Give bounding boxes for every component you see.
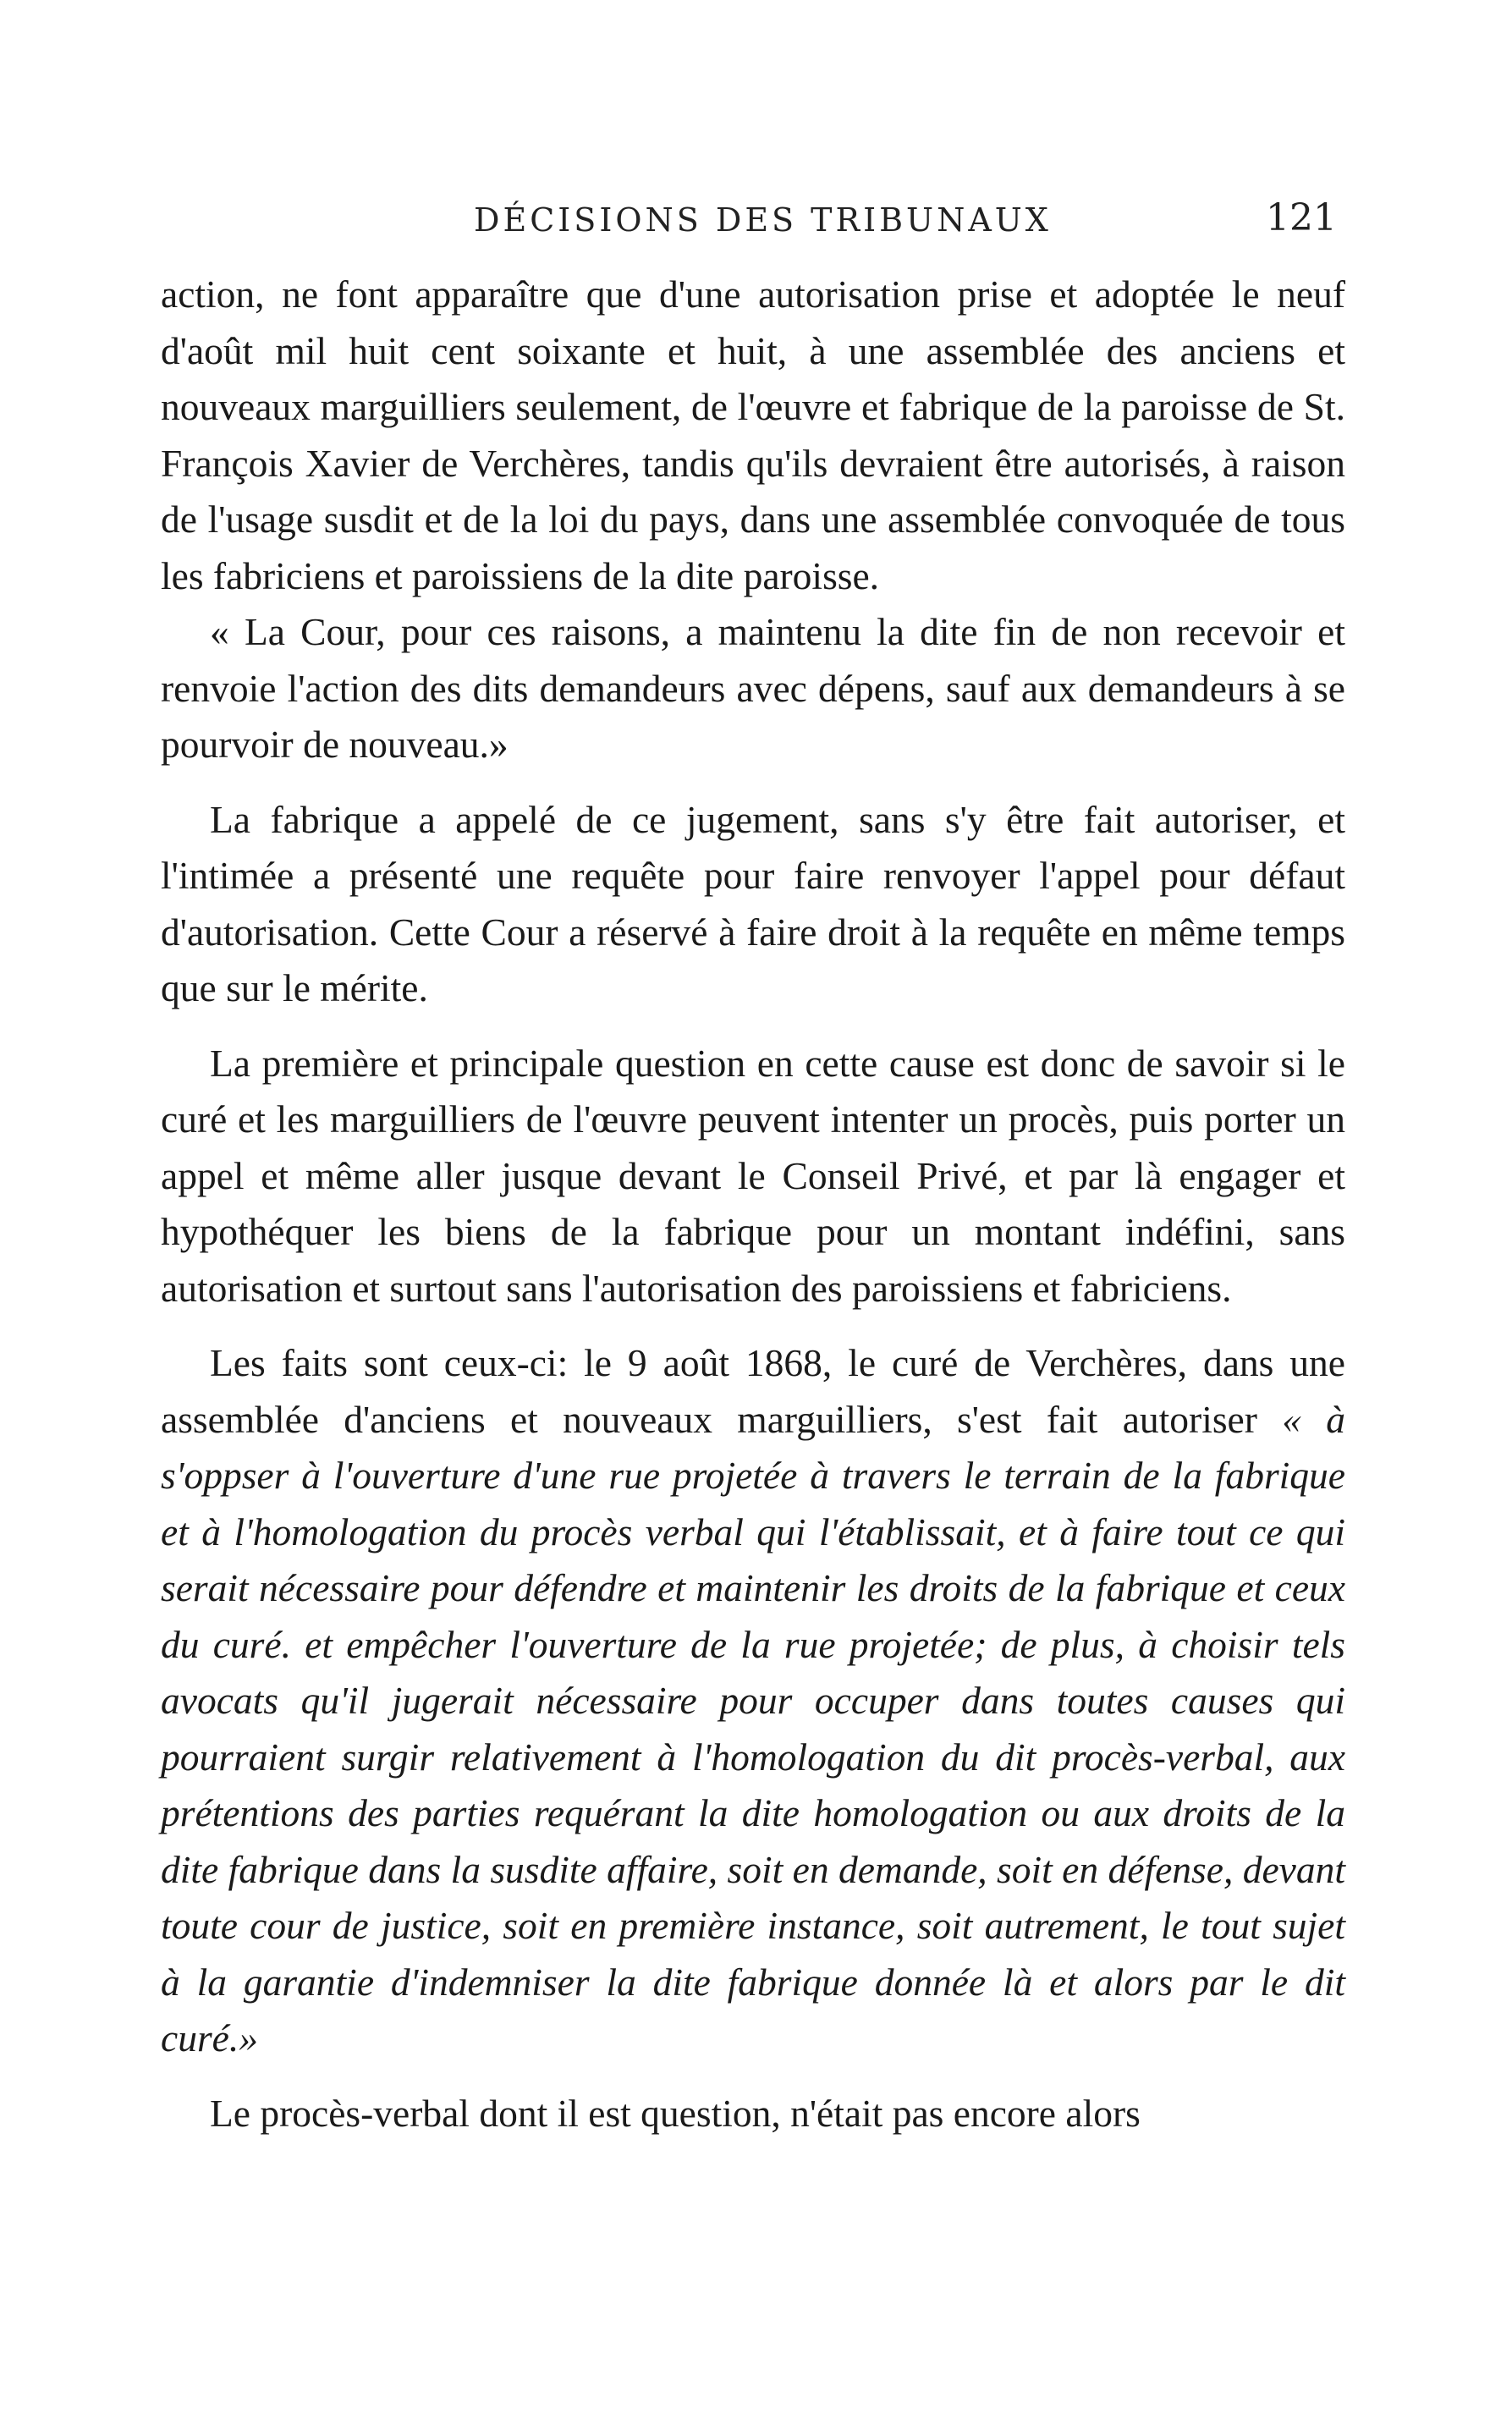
- page-header: [161, 196, 1345, 247]
- paragraph-proces-verbal: Le procès-verbal dont il est question, n'était pas encore alors: [210, 2091, 1141, 2135]
- body-text: [161, 267, 1345, 2142]
- paragraph-facts: [161, 1335, 1345, 2067]
- paragraph-appeal: La fabrique a appelé de ce jugement, sans s'y être fait autoriser, et l'intimée a présenté une requête pour faire renvoyer l'appel pour défaut d'autorisation. Cette Cour a réservé à faire droit à la requête en même temps que sur le mérite.: [161, 797, 1345, 1009]
- paragraph-principal-question: La première et principale question en cette cause est donc de savoir si le curé et les marguilliers de l'œuvre peuvent intenter un procès, puis porter un appel et même aller jusque devant le Conseil Privé, et par là engager et hypothéquer les biens de la fabrique pour un montant indéfini, sans autorisation et surtout sans l'autorisation des paroissiens et fabriciens.: [161, 1041, 1345, 1310]
- facts-intro: Les faits sont ceux-ci: le 9 août 1868, le curé de Verchères, dans une assemblée d'anciens et nouveaux marguilliers, s'est fait autoriser: [161, 1341, 1345, 1441]
- paragraph-continuation: action, ne font apparaître que d'une autorisation prise et adoptée le neuf d'août mil huit cent soixante et huit, à une assemblée des anciens et nouveaux marguilliers seulement, de l'œuvre et fabrique de la paroisse de St. François Xavier de Verchères, tandis qu'ils devraient être autorisés, à raison de l'usage susdit et de la loi du pays, dans une assemblée convoquée de tous les fabriciens et paroissiens de la dite paroisse.: [161, 272, 1345, 597]
- page-number: 121: [1266, 196, 1337, 239]
- facts-quoted-resolution: « à s'oppser à l'ouverture d'une rue projetée à travers le terrain de la fabrique et à l'homologation du procès verbal qui l'établissait, et à faire tout ce qui serait nécessaire pour défendre et maintenir les droits de la fabrique et ceux du curé. et empêcher l'ouverture de la rue projetée; de plus, à choisir tels avocats qu'il jugerait nécessaire pour occuper dans toutes causes qui pourraient surgir relativement à l'homologation du dit procès-verbal, aux prétentions des parties requérant la dite homologation ou aux droits de la dite fabrique dans la susdite affaire, soit en demande, soit en défense, devant toute cour de justice, soit en première instance, soit autrement, le tout sujet à la garantie d'indemniser la dite fabrique donnée là et alors par le dit curé.»: [161, 1397, 1345, 2059]
- running-head: DÉCISIONS DES TRIBUNAUX: [474, 201, 1052, 239]
- paragraph-court-ruling-quote: « La Cour, pour ces raisons, a maintenu la dite fin de non recevoir et renvoie l'action des dits demandeurs avec dépens, sauf aux demandeurs à se pourvoir de nouveau.»: [161, 610, 1345, 766]
